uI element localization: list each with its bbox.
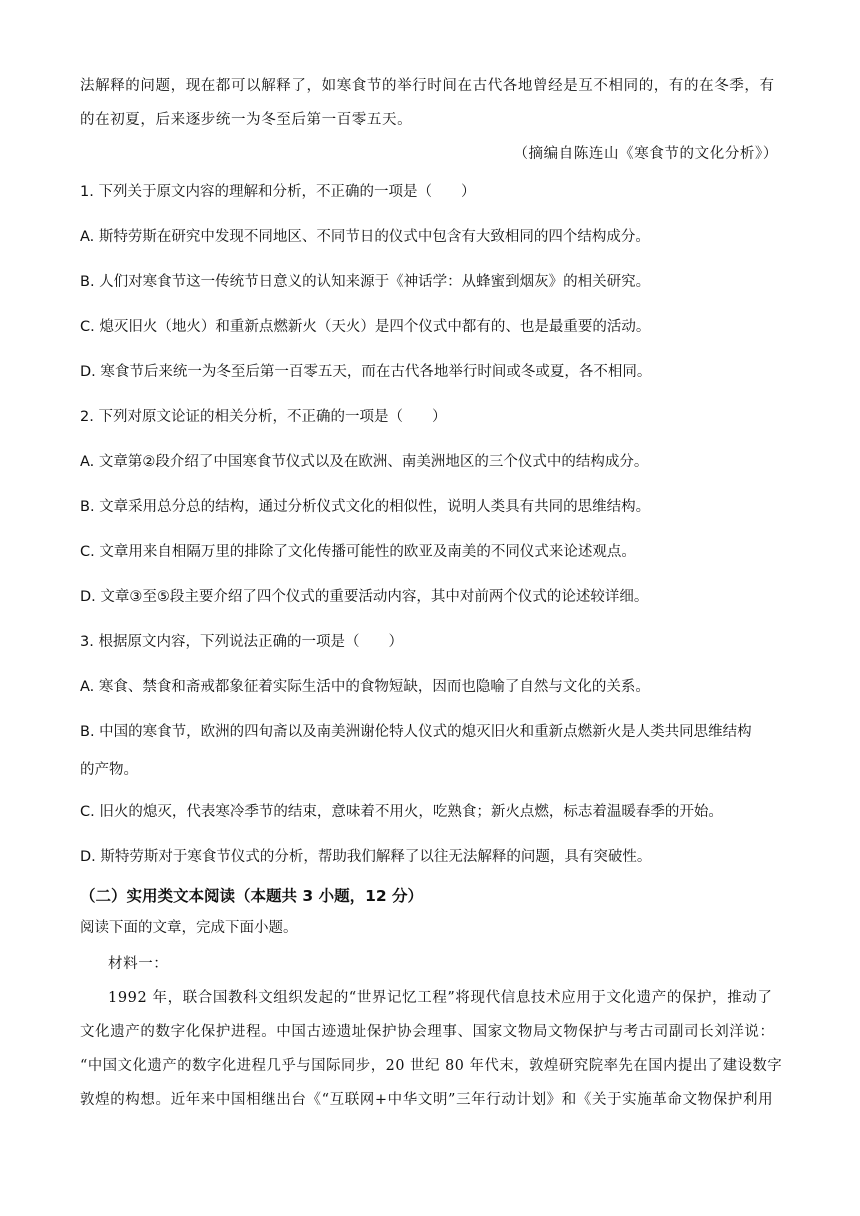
question-3-option-b-cont: 的产物。 [80,762,138,778]
question-3-stem: 3. 根据原文内容，下列说法正确的一项是（ ） [80,634,403,650]
question-2-option-b: B. 文章采用总分总的结构，通过分析仪式文化的相似性，说明人类具有共同的思维结构。 [80,499,651,515]
intro-line-1: 法解释的问题，现在都可以解释了，如寒食节的举行时间在古代各地曾经是互不相同的，有的在冬季，有 [80,78,775,94]
material-line-1: 1992 年，联合国教科文组织发起的“世界记忆工程”将现代信息技术应用于文化遗产的保护，推动了 [108,990,773,1006]
question-1-option-b: B. 人们对寒食节这一传统节日意义的认知来源于《神话学：从蜂蜜到烟灰》的相关研究。 [80,274,651,290]
reading-instruction: 阅读下面的文章，完成下面小题。 [80,920,298,936]
question-2-stem: 2. 下列对原文论证的相关分析，不正确的一项是（ ） [80,409,447,425]
question-1-stem: 1. 下列关于原文内容的理解和分析，不正确的一项是（ ） [80,184,476,200]
question-1-option-a: A. 斯特劳斯在研究中发现不同地区、不同节日的仪式中包含有大致相同的四个结构成分。 [80,229,650,245]
material-label: 材料一： [108,956,169,972]
question-1-option-d: D. 寒食节后来统一为冬至后第一百零五天，而在古代各地举行时间或冬或夏，各不相同。 [80,364,652,380]
question-2-option-d: D. 文章③至⑤段主要介绍了四个仪式的重要活动内容，其中对前两个仪式的论述较详细。 [80,589,649,605]
question-2-option-a: A. 文章第②段介绍了中国寒食节仪式以及在欧洲、南美洲地区的三个仪式中的结构成分。 [80,454,649,470]
question-3-option-a: A. 寒食、禁食和斋戒都象征着实际生活中的食物短缺，因而也隐喻了自然与文化的关系。 [80,679,650,695]
question-3-option-c: C. 旧火的熄灭，代表寒冷季节的结束，意味着不用火，吃熟食；新火点燃，标志着温暖春季的开始。 [80,804,723,820]
material-line-2: 文化遗产的数字化保护进程。中国古迹遗址保护协会理事、国家文物局文物保护与考古司副司长刘洋说： [80,1024,775,1040]
citation: （摘编自陈连山《寒食节的文化分析》） [513,146,778,162]
intro-line-2: 的在初夏，后来逐步统一为冬至后第一百零五天。 [80,112,413,128]
question-3-option-d: D. 斯特劳斯对于寒食节仪式的分析，帮助我们解释了以往无法解释的问题，具有突破性。 [80,849,652,865]
question-1-option-c: C. 熄灭旧火（地火）和重新点燃新火（天火）是四个仪式中都有的、也是最重要的活动。 [80,319,651,335]
section-heading: （二）实用类文本阅读（本题共 3 小题，12 分） [80,887,424,905]
material-line-4: 敦煌的构想。近年来中国相继出台《“互联网+中华文明”三年行动计划》和《关于实施革命文物保护利用 [80,1092,774,1108]
question-3-option-b: B. 中国的寒食节，欧洲的四旬斋以及南美洲谢伦特人仪式的熄灭旧火和重新点燃新火是人类共同思维结构 [80,724,752,740]
question-2-option-c: C. 文章用来自相隔万里的排除了文化传播可能性的欧亚及南美的不同仪式来论述观点。 [80,544,636,560]
material-line-3: “中国文化遗产的数字化进程几乎与国际同步，20 世纪 80 年代末，敦煌研究院率先在国内提出了建设数字 [80,1058,783,1074]
